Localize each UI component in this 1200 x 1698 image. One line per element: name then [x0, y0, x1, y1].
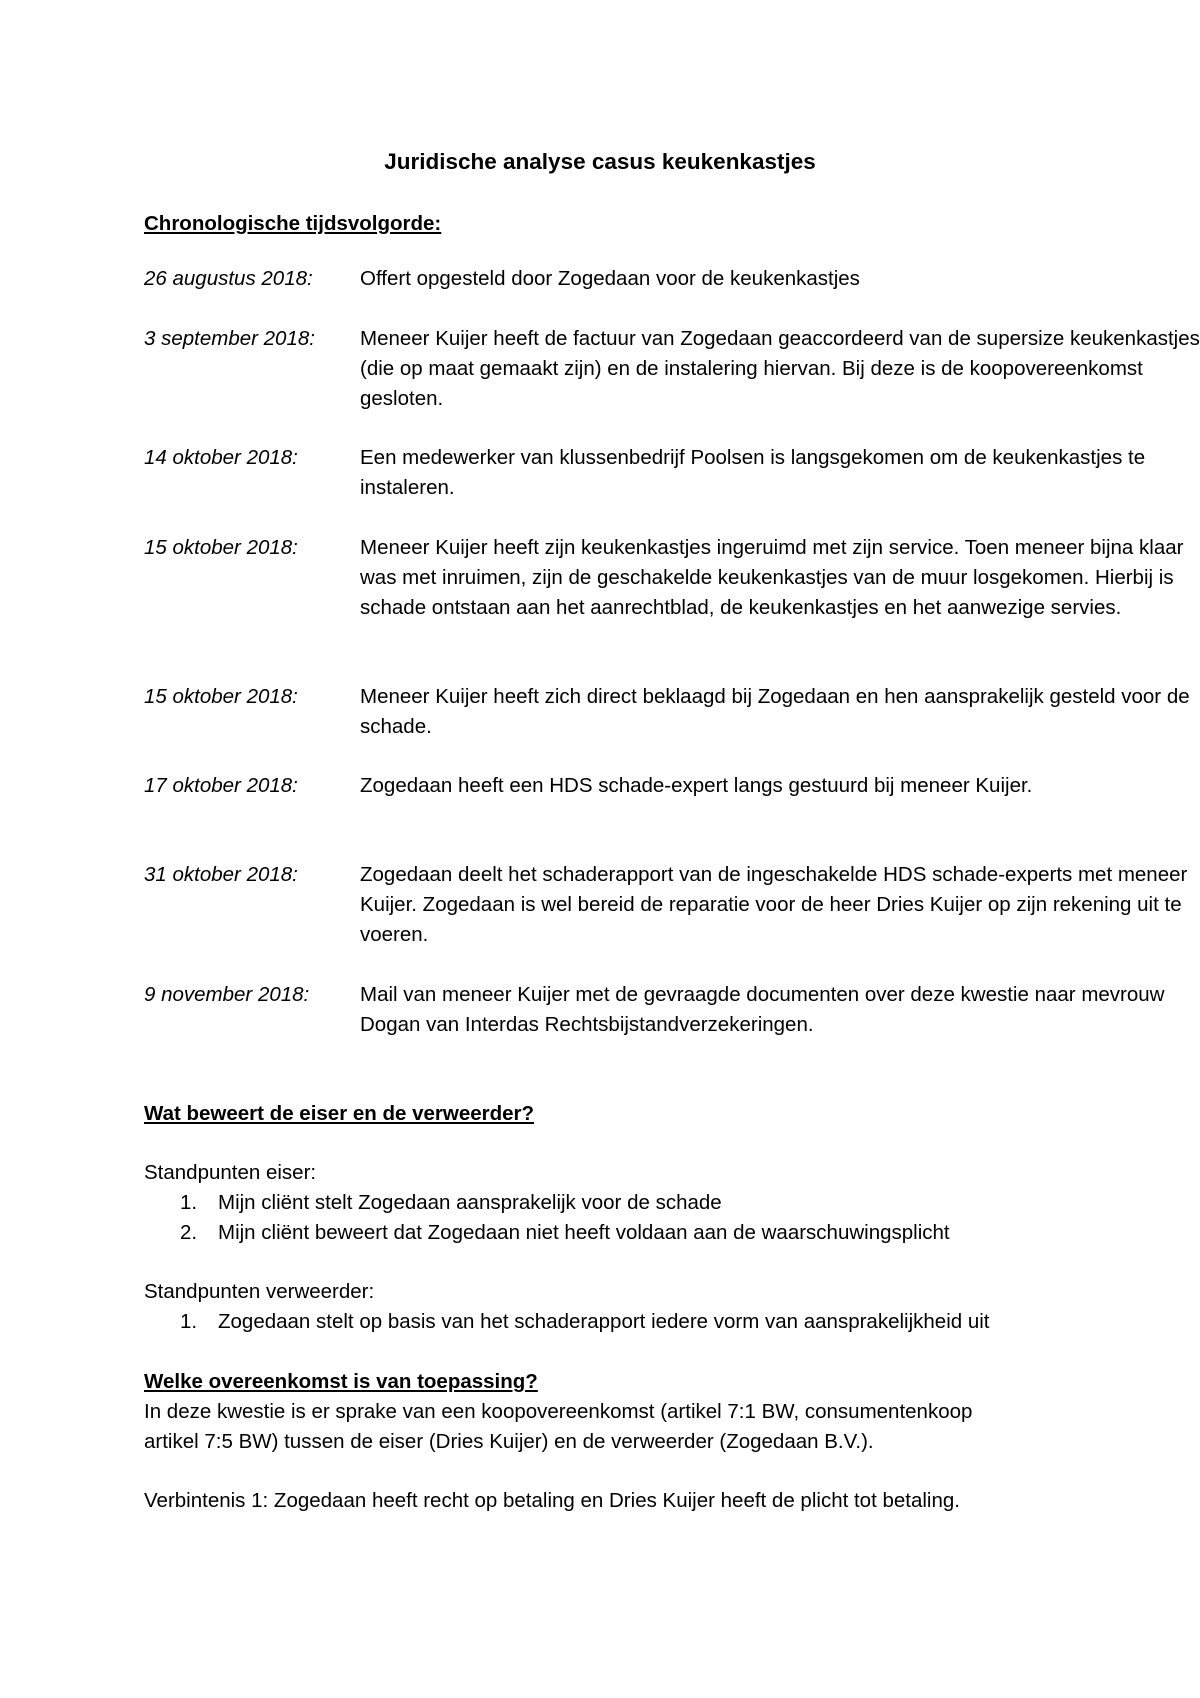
timeline-date: 9 november 2018: — [144, 983, 310, 1006]
timeline-text: Mail van meneer Kuijer met de gevraagde documenten over deze kwestie naar mevrouw Dogan van Interdas Rechtsbijstandverzekeringen. — [360, 983, 1165, 1036]
plaintiff-label: Standpunten eiser: — [144, 1161, 317, 1184]
list-text: Zogedaan stelt op basis van het schaderapport iedere vorm van aansprakelijkheid uit — [218, 1310, 990, 1333]
timeline-date: 15 oktober 2018: — [144, 536, 298, 559]
list-text: Mijn cliënt beweert dat Zogedaan niet heeft voldaan aan de waarschuwingsplicht — [218, 1221, 950, 1244]
timeline-date: 17 oktober 2018: — [144, 774, 298, 797]
timeline-text: Meneer Kuijer heeft zijn keukenkastjes ingeruimd met zijn service. Toen meneer bijna klaar was met inruimen, zijn de geschakelde keukenkastjes van de muur losgekomen. Hierbij is schade ontstaan aan het aanrechtblad, de keukenkastjes en het aanwezige servies. — [360, 536, 1184, 619]
chronology-heading: Chronologische tijdsvolgorde: — [144, 212, 442, 235]
agreement-text-line: artikel 7:5 BW) tussen de eiser (Dries Kuijer) en de verweerder (Zogedaan B.V.). — [144, 1430, 874, 1453]
list-item — [180, 1218, 950, 1248]
list-number: 1. — [180, 1191, 198, 1214]
obligation-text: Verbintenis 1: Zogedaan heeft recht op betaling en Dries Kuijer heeft de plicht tot betaling. — [144, 1489, 960, 1512]
list-item — [180, 1188, 722, 1218]
timeline-date: 14 oktober 2018: — [144, 446, 298, 469]
timeline-text: Offert opgesteld door Zogedaan voor de keukenkastjes — [360, 267, 860, 290]
timeline-date: 15 oktober 2018: — [144, 685, 298, 708]
timeline-text: Zogedaan heeft een HDS schade-expert langs gestuurd bij meneer Kuijer. — [360, 774, 1033, 797]
timeline-date: 31 oktober 2018: — [144, 863, 298, 886]
timeline-text: Meneer Kuijer heeft de factuur van Zogedaan geaccordeerd van de supersize keukenkastjes (die op maat gemaakt zijn) en de instalering hiervan. Bij deze is de koopovereenkomst gesloten. — [360, 327, 1200, 410]
timeline-date: 3 september 2018: — [144, 327, 315, 350]
list-number: 1. — [180, 1310, 198, 1333]
timeline-text: Meneer Kuijer heeft zich direct beklaagd bij Zogedaan en hen aansprakelijk gesteld voor de schade. — [360, 685, 1190, 738]
timeline-text: Zogedaan deelt het schaderapport van de ingeschakelde HDS schade-experts met meneer Kuijer. Zogedaan is wel bereid de reparatie voor de heer Dries Kuijer op zijn rekening uit te voeren. — [360, 863, 1188, 946]
defendant-label: Standpunten verweerder: — [144, 1280, 375, 1303]
agreement-text-line: In deze kwestie is er sprake van een koopovereenkomst (artikel 7:1 BW, consumentenkoop — [144, 1400, 973, 1423]
list-text: Mijn cliënt stelt Zogedaan aansprakelijk voor de schade — [218, 1191, 722, 1214]
list-number: 2. — [180, 1221, 198, 1244]
timeline-text: Een medewerker van klussenbedrijf Poolsen is langsgekomen om de keukenkastjes te instaleren. — [360, 446, 1146, 499]
claims-heading: Wat beweert de eiser en de verweerder? — [144, 1102, 535, 1125]
document-title: Juridische analyse casus keukenkastjes — [384, 149, 816, 174]
list-item — [180, 1307, 990, 1337]
agreement-heading: Welke overeenkomst is van toepassing? — [144, 1370, 538, 1393]
timeline-date: 26 augustus 2018: — [144, 267, 313, 290]
